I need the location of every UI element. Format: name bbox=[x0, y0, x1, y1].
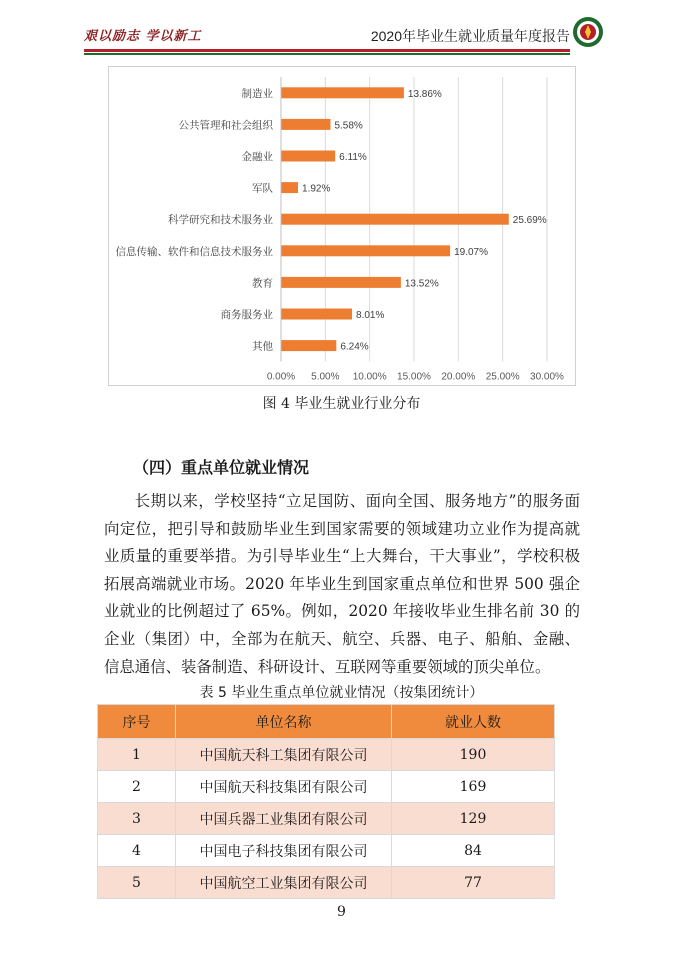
row-company: 中国电子科技集团有限公司 bbox=[176, 835, 392, 867]
data-label: 6.11% bbox=[339, 152, 367, 163]
key-employers-table bbox=[97, 704, 555, 899]
row-count: 77 bbox=[392, 867, 555, 899]
data-label: 19.07% bbox=[454, 246, 489, 258]
category-label: 金融业 bbox=[241, 151, 273, 163]
bar bbox=[281, 245, 450, 256]
industry-chart bbox=[108, 66, 576, 386]
row-company: 中国航天科工集团有限公司 bbox=[176, 739, 392, 771]
row-company: 中国兵器工业集团有限公司 bbox=[176, 803, 392, 835]
table-row bbox=[98, 835, 555, 867]
school-logo-icon bbox=[572, 16, 604, 48]
bar bbox=[281, 151, 335, 162]
bar bbox=[281, 214, 509, 225]
row-index: 5 bbox=[98, 867, 176, 899]
row-index: 3 bbox=[98, 803, 176, 835]
header-cell-company: 单位名称 bbox=[176, 705, 392, 739]
x-tick-label: 10.00% bbox=[352, 371, 387, 383]
data-label: 8.01% bbox=[356, 310, 385, 321]
section-heading: （四）重点单位就业情况 bbox=[133, 458, 310, 477]
table-row bbox=[98, 771, 555, 803]
table-row bbox=[98, 867, 555, 899]
category-label: 其他 bbox=[252, 340, 273, 353]
page-header bbox=[84, 16, 604, 66]
header-cell-count: 就业人数 bbox=[392, 705, 555, 739]
category-label: 制造业 bbox=[241, 87, 273, 100]
bar bbox=[281, 182, 298, 193]
x-tick-label: 25.00% bbox=[485, 371, 520, 383]
x-tick-label: 5.00% bbox=[311, 371, 340, 383]
row-company: 中国航空工业集团有限公司 bbox=[176, 867, 392, 899]
category-label: 信息传输、软件和信息技术服务业 bbox=[115, 245, 273, 258]
x-tick-label: 0.00% bbox=[266, 371, 296, 383]
category-label: 商务服务业 bbox=[220, 309, 273, 321]
category-label: 科学研究和技术服务业 bbox=[168, 214, 273, 227]
body-paragraph: 长期以来，学校坚持“立足国防、面向全国、服务地方”的服务面向定位，把引导和鼓励毕业生到国家需要的领域建功立业作为提高就业质量的重要举措。为引导毕业生“上大舞台，干大事业”，学校积极拓展高端就业市场。2020 年毕业生到国家重点单位和世界 500 强企业就业的比例超过了 65%。例如，2020 年接收毕业生排名前 30 的企业（集团）中，全部为在航天、航空、兵器、电子、船舶、金融、信息通信、装备制造、科研设计、互联网等重要领域的顶尖单位。 bbox=[104, 492, 580, 676]
row-count: 129 bbox=[392, 803, 555, 835]
data-label: 1.92% bbox=[302, 183, 331, 195]
data-label: 6.24% bbox=[340, 341, 369, 353]
page-number: 9 bbox=[337, 904, 346, 920]
data-label: 25.69% bbox=[512, 215, 547, 227]
school-motto: 艰以励志 学以新工 bbox=[84, 29, 202, 44]
table-row bbox=[98, 803, 555, 835]
x-tick-label: 30.00% bbox=[530, 371, 564, 383]
row-index: 1 bbox=[98, 739, 176, 771]
industry-bar-chart bbox=[109, 67, 575, 385]
figure-caption: 图 4 毕业生就业行业分布 bbox=[262, 396, 421, 412]
category-label: 军队 bbox=[252, 182, 273, 195]
header-cell-index: 序号 bbox=[98, 705, 176, 739]
x-tick-label: 20.00% bbox=[441, 371, 476, 383]
row-count: 84 bbox=[392, 835, 555, 867]
bar bbox=[281, 309, 352, 320]
header-rule-red bbox=[84, 49, 570, 52]
bar bbox=[281, 87, 404, 98]
bar bbox=[281, 119, 330, 130]
category-label: 教育 bbox=[252, 277, 273, 290]
report-title: 2020年毕业生就业质量年度报告 bbox=[370, 28, 570, 44]
row-company: 中国航天科技集团有限公司 bbox=[176, 771, 392, 803]
row-count: 190 bbox=[392, 739, 555, 771]
data-label: 13.86% bbox=[407, 88, 442, 100]
row-index: 2 bbox=[98, 771, 176, 803]
row-count: 169 bbox=[392, 771, 555, 803]
category-label: 公共管理和社会组织 bbox=[178, 119, 273, 132]
table-row bbox=[98, 739, 555, 771]
bar bbox=[281, 277, 401, 288]
data-label: 5.58% bbox=[334, 120, 363, 132]
x-tick-label: 15.00% bbox=[397, 371, 431, 383]
header-rule-green bbox=[84, 53, 570, 55]
table-header-row bbox=[98, 705, 555, 739]
data-label: 13.52% bbox=[404, 278, 439, 290]
table-caption: 表 5 毕业生重点单位就业情况（按集团统计） bbox=[199, 685, 484, 701]
row-index: 4 bbox=[98, 835, 176, 867]
bar bbox=[281, 340, 336, 351]
